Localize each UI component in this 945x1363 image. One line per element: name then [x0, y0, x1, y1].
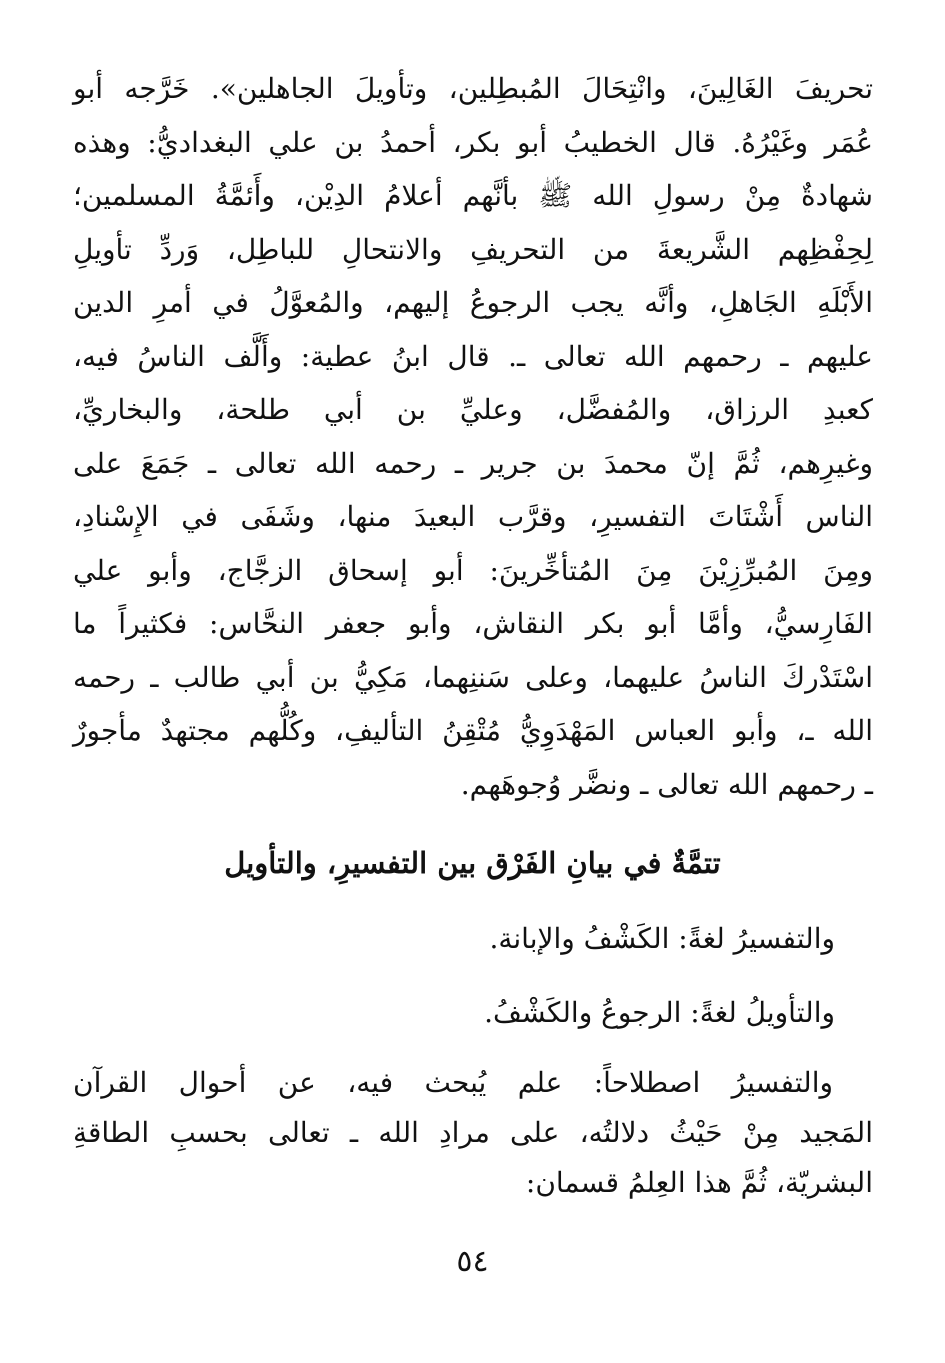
section-heading: تتمَّةٌ في بيانِ الفَرْق بين التفسيرِ، والتأويل [224, 846, 721, 880]
main-paragraph [73, 62, 873, 811]
text-line: وغيرِهم، ثُمَّ إنّ محمدَ بن جرير ـ رحمه الله تعالى ـ جَمَعَ على [73, 446, 873, 480]
text-line: البشريّة، ثُمَّ هذا العِلمُ قسمان: [525, 1166, 873, 1199]
definition-taweel: والتأويلُ لغةً: الرجوعُ والكَشْفُ. [484, 996, 835, 1029]
definition-tafsir: والتفسيرُ لغةً: الكَشْفُ والإبانة. [489, 922, 835, 955]
text-line: تحريفَ الغَالِينَ، وانْتِحَالَ المُبطِلين، وتأويلَ الجاهلين». خَرَّجه أبو [73, 72, 873, 105]
text-line: لِحِفْظِهم الشَّريعةَ من التحريفِ والانتحالِ للباطِل، وَردِّ تأويلِ [73, 232, 873, 266]
text-line: المَجيد مِنْ حَيْثُ دلالتُه، على مرادِ الله ـ تعالى بحسبِ الطاقةِ [73, 1116, 873, 1149]
text-line: الله ـ، وأبو العباس المَهْدَوِيُّ مُتْقِنُ التأليفِ، وكُلُّهم مجتهدٌ مأجورٌ [73, 714, 873, 747]
text-line: عُمَر وغَيْرُهُ. قال الخطيبُ أبو بكر، أحمدُ بن علي البغداديُّ: وهذه [73, 125, 873, 159]
closing-paragraph [73, 1058, 873, 1208]
text-line: الأَبْلَهِ الجَاهلِ، وأنَّه يجب الرجوعُ إليهم، والمُعوَّلُ في أمرِ الدين [73, 286, 873, 319]
text-line: شهادةٌ مِنْ رسولِ الله ﷺ بأنَّهم أعلامُ الدِيْن، وأَئمَّةُ المسلمين؛ [73, 179, 873, 212]
text-line: والتفسيرُ اصطلاحاً: علم يُبحث فيه، عن أحوال القرآن [73, 1066, 833, 1099]
text-line: ومِنَ المُبرِّزِيْنَ مِنَ المُتأخِّرينَ: أبو إسحاق الزجَّاج، وأبو علي [73, 553, 873, 587]
text-line: عليهم ـ رحمهم الله تعالى ـ. قال ابنُ عطية: وأَلَّف الناسُ فيه، [73, 339, 873, 373]
text-line: كعبدِ الرزاق، والمُفضَّل، وعليِّ بن أبي طلحة، والبخاريِّ، [73, 393, 873, 426]
text-line: الناس أَشْتَاتَ التفسيرِ، وقرَّب البعيدَ منها، وشَفَى في الإِسْنادِ، [73, 500, 873, 533]
text-line: ـ رحمهم الله تعالى ـ ونضَّر وُجوهَهم. [460, 767, 873, 801]
page-number: ٥٤ [456, 1244, 489, 1279]
text-line: اسْتَدْركَ الناسُ عليهما، وعلى سَننِهما، مَكِيُّ بن أبي طالب ـ رحمه [73, 660, 874, 694]
text-line: الفَارِسيُّ، وأمَّا أبو بكر النقاش، وأبو جعفر النحَّاس: فكثيراً ما [73, 607, 873, 640]
